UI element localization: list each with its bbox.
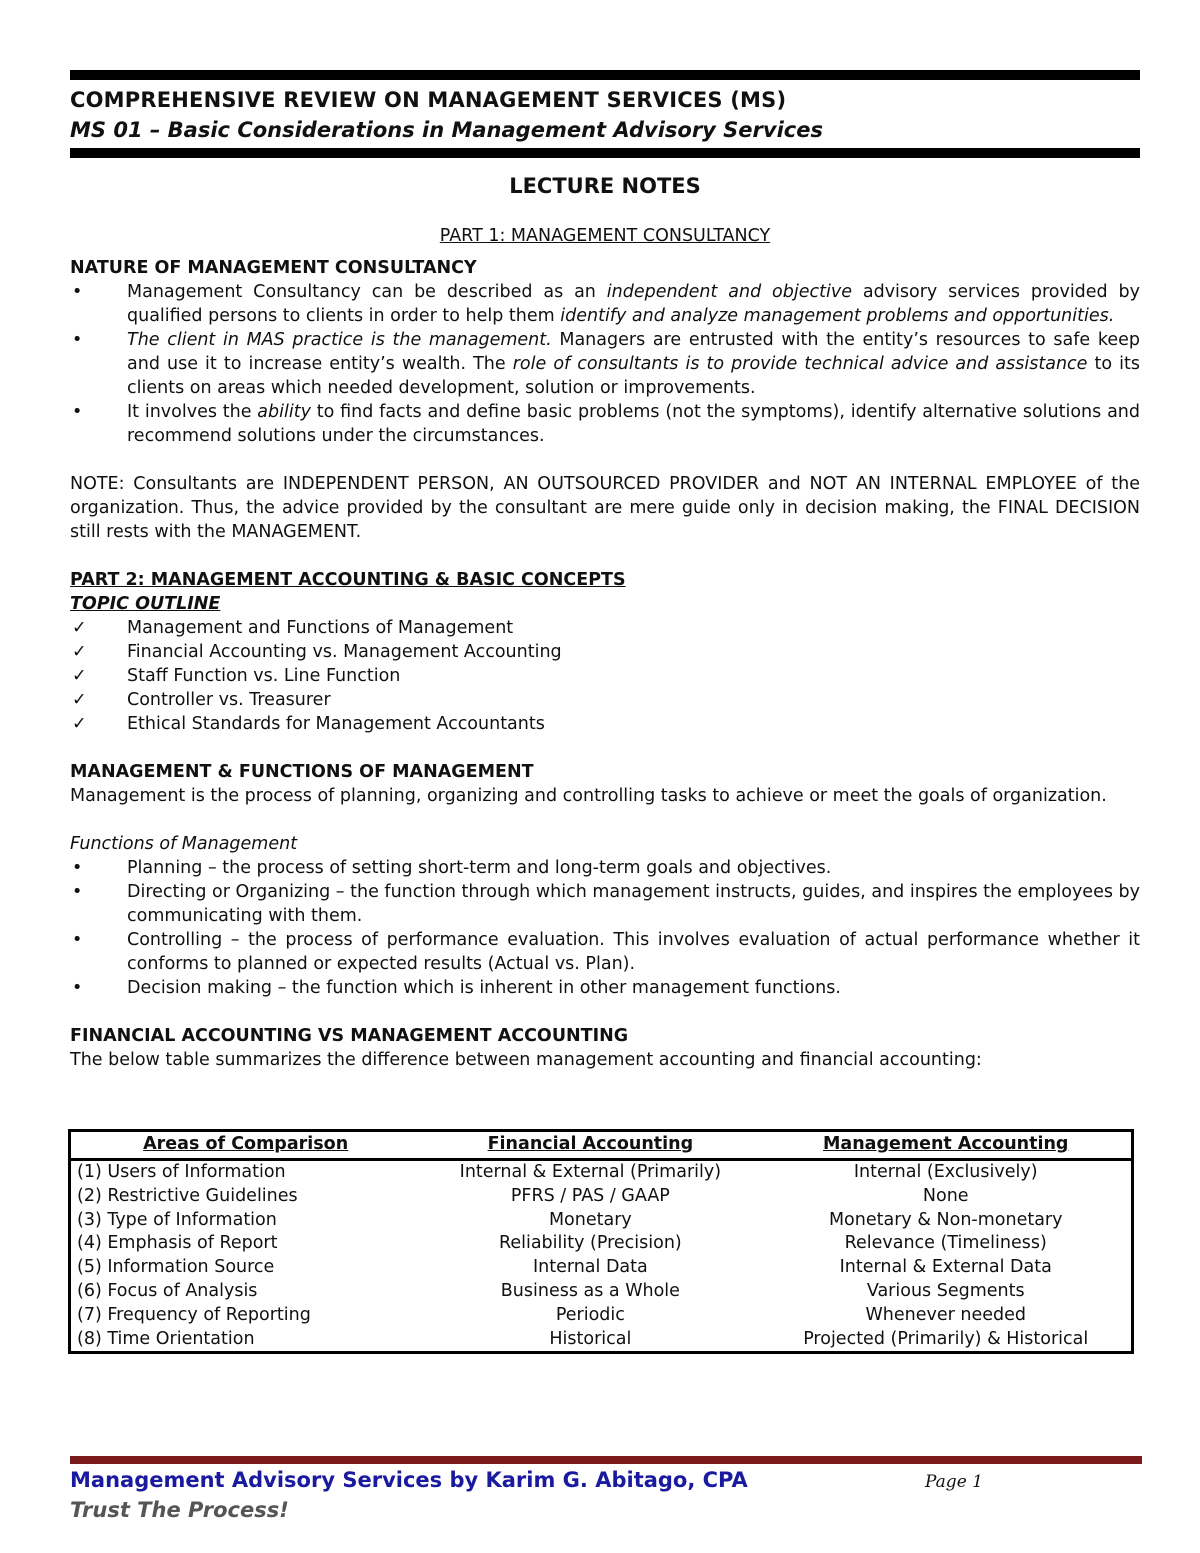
nature-heading: NATURE OF MANAGEMENT CONSULTANCY [70, 258, 477, 278]
table-cell: (4) Emphasis of Report [77, 1233, 278, 1254]
list-item [70, 640, 1140, 664]
functions-heading: Functions of Management [70, 834, 298, 854]
text-span: independent and objective [606, 282, 852, 302]
list-item [70, 880, 1140, 928]
document-title: COMPREHENSIVE REVIEW ON MANAGEMENT SERVICES (MS) [70, 88, 787, 112]
table-cell: Internal Data [532, 1257, 648, 1278]
checkmark-icon: ✓ [72, 642, 87, 662]
bullet-icon: • [72, 978, 83, 998]
table-row [70, 1328, 1133, 1353]
table-cell: (8) Time Orientation [77, 1328, 255, 1349]
column-header: Areas of Comparison [70, 1131, 421, 1160]
table-cell: Periodic [555, 1304, 625, 1325]
footer-rule [70, 1456, 1142, 1464]
consultancy-bullets [70, 280, 1140, 448]
document-body [70, 224, 1140, 1072]
checkmark-icon: ✓ [72, 618, 87, 638]
header-rule [70, 148, 1140, 158]
text-span: Ethical Standards for Management Accountants [127, 714, 545, 734]
text-span: Controller vs. Treasurer [127, 690, 331, 710]
list-item [70, 976, 1140, 1000]
table-cell: Projected (Primarily) & Historical [803, 1328, 1089, 1349]
text-span: ability [257, 402, 311, 422]
table-cell: (1) Users of Information [77, 1162, 286, 1182]
bullet-icon: • [72, 858, 83, 878]
footer-motto: Trust The Process! [70, 1498, 289, 1522]
text-span: Financial Accounting vs. Management Accounting [127, 642, 562, 662]
table-row [70, 1185, 1133, 1209]
table-cell: Monetary & Non-monetary [828, 1209, 1063, 1230]
checkmark-icon: ✓ [72, 714, 87, 734]
list-item [70, 856, 1140, 880]
list-item [70, 712, 1140, 736]
text-span: Staff Function vs. Line Function [127, 666, 401, 686]
table-row [70, 1280, 1133, 1304]
bullet-icon: • [72, 930, 83, 950]
table-cell: (7) Frequency of Reporting [77, 1304, 311, 1325]
text-span: Directing or Organizing – the function through which management instructs, guides, and inspires the employees by communicating with them. [127, 882, 1140, 926]
list-item [70, 280, 1140, 328]
text-span: It involves the [127, 402, 258, 422]
table-cell: (5) Information Source [77, 1257, 275, 1278]
list-item [70, 928, 1140, 976]
table-cell: Internal (Exclusively) [853, 1162, 1038, 1182]
list-item [70, 664, 1140, 688]
table-cell: Internal & External (Primarily) [459, 1162, 722, 1182]
text-span: Controlling – the process of performance evaluation. This involves evaluation of actual performance whether it conforms to planned or expected results (Actual vs. Plan). [127, 930, 1140, 974]
fa-vs-ma-heading: FINANCIAL ACCOUNTING VS MANAGEMENT ACCOUNTING [70, 1026, 629, 1046]
top-rule [70, 70, 1140, 80]
comparison-table [68, 1129, 1134, 1354]
table-cell: Business as a Whole [500, 1280, 680, 1301]
text-span: The client in MAS practice is the management. [127, 330, 552, 350]
consultant-note: NOTE: Consultants are INDEPENDENT PERSON, AN OUTSOURCED PROVIDER and NOT AN INTERNAL EMPLOYEE of the organization. Thus, the advice provided by the consultant are mere guide only in decision making, the FINAL DECISION still rests with the MANAGEMENT. [70, 474, 1140, 542]
column-header: Management Accounting [760, 1131, 1132, 1160]
table-cell: Various Segments [866, 1280, 1025, 1301]
text-span: Managers are entrusted with the entity’s resources to safe keep and use it to increase entity’s wealth. The [127, 330, 1140, 374]
text-span: to its clients on areas which needed development, solution or improvements. [127, 354, 1140, 398]
management-definition: Management is the process of planning, organizing and controlling tasks to achieve or meet the goals of organization. [70, 786, 1107, 806]
text-span: Management Consultancy can be described as an [127, 282, 607, 302]
bullet-icon: • [72, 402, 83, 422]
table-cell: Monetary [548, 1209, 632, 1230]
lecture-notes-heading: LECTURE NOTES [509, 174, 701, 198]
bullet-icon: • [72, 882, 83, 902]
table-row [70, 1160, 1133, 1185]
fa-vs-ma-intro: The below table summarizes the difference between management accounting and financial accounting: [70, 1050, 982, 1070]
table-header-row [70, 1131, 1133, 1160]
table-row [70, 1256, 1133, 1280]
checkmark-icon: ✓ [72, 690, 87, 710]
text-span: role of consultants is to provide technical advice and assistance [512, 354, 1088, 374]
topic-outline-list [70, 616, 1140, 736]
functions-list [70, 856, 1140, 1000]
footer-author: Management Advisory Services by Karim G. Abitago, CPA [70, 1468, 748, 1492]
bullet-icon: • [72, 282, 83, 302]
table-cell: (2) Restrictive Guidelines [77, 1185, 298, 1206]
part2-heading: PART 2: MANAGEMENT ACCOUNTING & BASIC CONCEPTS [70, 570, 626, 590]
text-span: Management and Functions of Management [127, 618, 514, 638]
table-cell: (3) Type of Information [77, 1209, 277, 1230]
table-cell: (6) Focus of Analysis [77, 1280, 258, 1301]
topic-outline-heading: TOPIC OUTLINE [70, 594, 221, 614]
table-row [70, 1232, 1133, 1256]
table-cell: None [922, 1185, 969, 1206]
document-subtitle: MS 01 – Basic Considerations in Management Advisory Services [70, 118, 823, 142]
text-span: to find facts and define basic problems (not the symptoms), identify alternative solutions and recommend solutions under the circumstances. [127, 402, 1140, 446]
table-row [70, 1304, 1133, 1328]
table-row [70, 1209, 1133, 1233]
table-cell: Whenever needed [865, 1304, 1026, 1325]
list-item [70, 688, 1140, 712]
checkmark-icon: ✓ [72, 666, 87, 686]
part1-heading: PART 1: MANAGEMENT CONSULTANCY [439, 226, 771, 246]
page-number: Page 1 [925, 1472, 983, 1492]
management-heading: MANAGEMENT & FUNCTIONS OF MANAGEMENT [70, 762, 534, 782]
table-cell: PFRS / PAS / GAAP [510, 1185, 670, 1206]
bullet-icon: • [72, 330, 83, 350]
table-cell: Internal & External Data [839, 1257, 1052, 1278]
list-item [70, 400, 1140, 448]
table-cell: Reliability (Precision) [498, 1233, 682, 1254]
list-item [70, 328, 1140, 400]
column-header: Financial Accounting [420, 1131, 760, 1160]
text-span: advisory services provided by qualified persons to clients in order to help them [127, 282, 1140, 326]
list-item [70, 616, 1140, 640]
text-span: Planning – the process of setting short-term and long-term goals and objectives. [127, 858, 832, 878]
table-cell: Relevance (Timeliness) [844, 1233, 1047, 1254]
text-span: identify and analyze management problems and opportunities. [560, 306, 1115, 326]
text-span: Decision making – the function which is inherent in other management functions. [127, 978, 841, 998]
table-cell: Historical [549, 1328, 632, 1349]
